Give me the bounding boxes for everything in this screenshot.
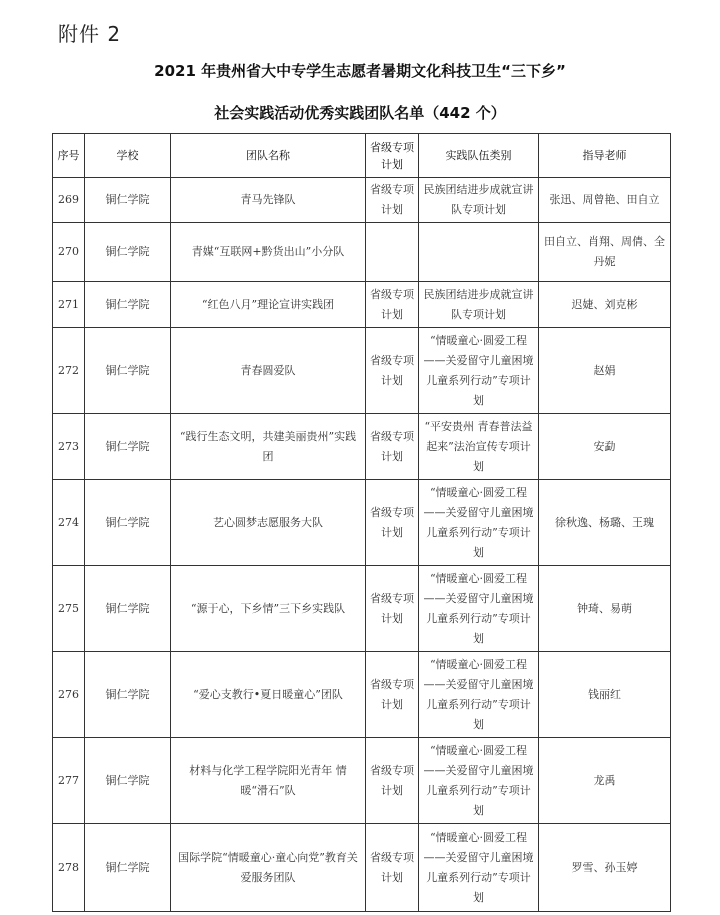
table-row (53, 824, 671, 912)
cell-team: 青马先锋队 (171, 178, 366, 223)
table-row (53, 414, 671, 480)
cell-category: 民族团结进步成就宣讲队专项计划 (419, 282, 539, 328)
cell-teacher: 迟婕、刘克彬 (539, 282, 671, 328)
cell-plan: 省级专项计划 (366, 824, 419, 912)
cell-team: “爱心支教行•夏日暖童心”团队 (171, 652, 366, 738)
cell-teacher: 田自立、肖翔、周倩、全丹妮 (539, 223, 671, 282)
cell-teacher: 罗雪、孙玉婷 (539, 824, 671, 912)
cell-teacher: 龙禹 (539, 738, 671, 824)
cell-no: 269 (53, 178, 85, 223)
cell-team: 青春圆爱队 (171, 328, 366, 414)
cell-school: 铜仁学院 (85, 480, 171, 566)
cell-school: 铜仁学院 (85, 824, 171, 912)
cell-team: 青媒“互联网+黔货出山”小分队 (171, 223, 366, 282)
cell-category: “情暖童心·圆爱工程——关爱留守儿童困境儿童系列行动”专项计划 (419, 480, 539, 566)
team-roster-table (52, 133, 671, 912)
cell-school: 铜仁学院 (85, 738, 171, 824)
header-team: 团队名称 (171, 134, 366, 178)
cell-plan: 省级专项计划 (366, 480, 419, 566)
cell-teacher: 徐秋逸、杨璐、王瑰 (539, 480, 671, 566)
cell-team: 材料与化学工程学院阳光青年 情暖“滑石”队 (171, 738, 366, 824)
cell-no: 270 (53, 223, 85, 282)
cell-teacher: 赵娟 (539, 328, 671, 414)
cell-category: “情暖童心·圆爱工程——关爱留守儿童困境儿童系列行动”专项计划 (419, 652, 539, 738)
cell-team: “源于心，下乡情”三下乡实践队 (171, 566, 366, 652)
cell-school: 铜仁学院 (85, 223, 171, 282)
header-plan: 省级专项计划 (366, 134, 419, 178)
cell-category: “情暖童心·圆爱工程——关爱留守儿童困境儿童系列行动”专项计划 (419, 824, 539, 912)
cell-plan: 省级专项计划 (366, 738, 419, 824)
cell-team: “践行生态文明，共建美丽贵州”实践团 (171, 414, 366, 480)
cell-no: 275 (53, 566, 85, 652)
table-row (53, 652, 671, 738)
cell-plan: 省级专项计划 (366, 414, 419, 480)
cell-category: “情暖童心·圆爱工程——关爱留守儿童困境儿童系列行动”专项计划 (419, 738, 539, 824)
cell-no: 273 (53, 414, 85, 480)
cell-plan: 省级专项计划 (366, 652, 419, 738)
cell-no: 272 (53, 328, 85, 414)
cell-team: 国际学院“情暖童心·童心向党”教育关爱服务团队 (171, 824, 366, 912)
cell-teacher: 安勐 (539, 414, 671, 480)
table-row (53, 223, 671, 282)
cell-teacher: 张迅、周曾艳、田自立 (539, 178, 671, 223)
table-row (53, 328, 671, 414)
cell-school: 铜仁学院 (85, 414, 171, 480)
cell-plan: 省级专项计划 (366, 328, 419, 414)
header-no: 序号 (53, 134, 85, 178)
cell-teacher: 钱丽红 (539, 652, 671, 738)
cell-teacher: 钟琦、易萌 (539, 566, 671, 652)
cell-plan: 省级专项计划 (366, 178, 419, 223)
header-school: 学校 (85, 134, 171, 178)
table-row (53, 738, 671, 824)
cell-category (419, 223, 539, 282)
cell-team: “红色八月”理论宣讲实践团 (171, 282, 366, 328)
header-teacher: 指导老师 (539, 134, 671, 178)
cell-team: 艺心圆梦志愿服务大队 (171, 480, 366, 566)
cell-category: 民族团结进步成就宣讲队专项计划 (419, 178, 539, 223)
cell-no: 278 (53, 824, 85, 912)
cell-no: 271 (53, 282, 85, 328)
cell-plan (366, 223, 419, 282)
cell-category: “情暖童心·圆爱工程——关爱留守儿童困境儿童系列行动”专项计划 (419, 328, 539, 414)
table-row (53, 282, 671, 328)
cell-no: 277 (53, 738, 85, 824)
attachment-label: 附件 2 (58, 22, 122, 46)
cell-category: “平安贵州 青春普法益起来”法治宣传专项计划 (419, 414, 539, 480)
document-title-line2: 社会实践活动优秀实践团队名单（442 个） (214, 104, 506, 122)
header-category: 实践队伍类别 (419, 134, 539, 178)
cell-plan: 省级专项计划 (366, 566, 419, 652)
cell-school: 铜仁学院 (85, 328, 171, 414)
cell-school: 铜仁学院 (85, 282, 171, 328)
table-row (53, 480, 671, 566)
cell-no: 276 (53, 652, 85, 738)
cell-category: “情暖童心·圆爱工程——关爱留守儿童困境儿童系列行动”专项计划 (419, 566, 539, 652)
cell-school: 铜仁学院 (85, 566, 171, 652)
cell-school: 铜仁学院 (85, 652, 171, 738)
cell-plan: 省级专项计划 (366, 282, 419, 328)
cell-school: 铜仁学院 (85, 178, 171, 223)
table-row (53, 566, 671, 652)
table-header-row (53, 134, 671, 178)
table-row (53, 178, 671, 223)
document-title-line1: 2021 年贵州省大中专学生志愿者暑期文化科技卫生“三下乡” (154, 62, 566, 80)
cell-no: 274 (53, 480, 85, 566)
